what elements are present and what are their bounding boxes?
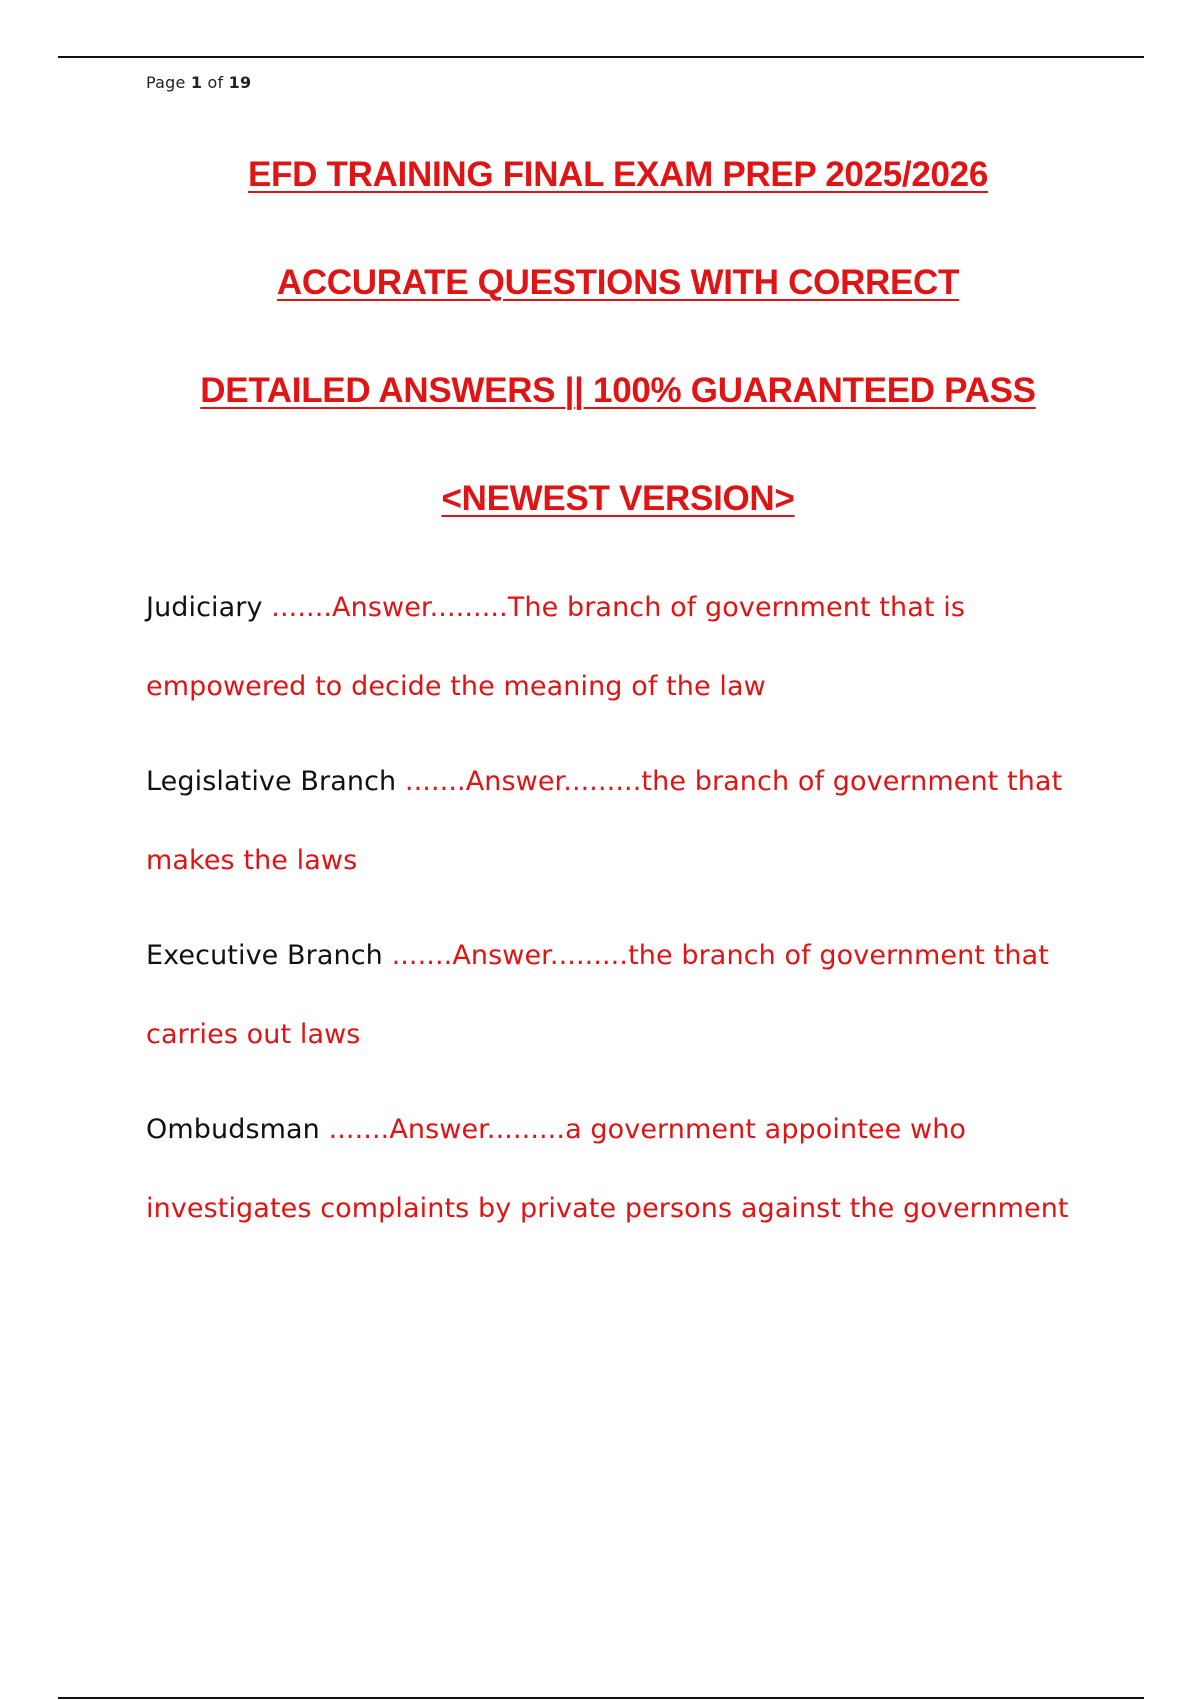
qa-list <box>146 568 1106 1264</box>
qa-answer: The branch of government that is empowered to decide the meaning of the law <box>146 592 965 702</box>
qa-separator: .......Answer......... <box>404 766 642 797</box>
qa-term: Ombudsman <box>146 1114 320 1145</box>
qa-answer: a government appointee who investigates complaints by private persons against the government <box>146 1114 1069 1224</box>
qa-separator: .......Answer......... <box>391 940 629 971</box>
title-line-3 <box>0 366 1200 474</box>
page-number-current: 1 <box>190 73 203 92</box>
qa-term: Executive Branch <box>146 940 383 971</box>
page-number-total: 19 <box>228 73 252 92</box>
page-number-of: of <box>207 73 224 92</box>
title-line-4-text: <NEWEST VERSION> <box>441 479 795 518</box>
page-number <box>146 73 251 92</box>
qa-answer: the branch of government that makes the laws <box>146 766 1063 876</box>
page-number-prefix: Page <box>146 73 186 92</box>
title-line-2-text: ACCURATE QUESTIONS WITH CORRECT <box>276 263 960 302</box>
qa-term: Legislative Branch <box>146 766 397 797</box>
qa-item <box>146 1090 1106 1248</box>
qa-separator: .......Answer......... <box>328 1114 566 1145</box>
title-line-3-text: DETAILED ANSWERS || 100% GUARANTEED PASS <box>200 371 1036 410</box>
qa-item <box>146 742 1106 900</box>
qa-separator: .......Answer......... <box>271 592 508 623</box>
title-line-1-text: EFD TRAINING FINAL EXAM PREP 2025/2026 <box>247 155 989 194</box>
title-line-1 <box>0 150 1200 258</box>
qa-item <box>146 568 1106 726</box>
qa-item <box>146 916 1106 1074</box>
header-rule <box>58 56 1144 58</box>
footer-rule <box>58 1697 1144 1699</box>
title-line-2 <box>0 258 1200 366</box>
qa-answer: the branch of government that carries out laws <box>146 940 1049 1050</box>
title-line-4 <box>0 474 1200 582</box>
qa-term: Judiciary <box>146 592 263 623</box>
document-title <box>0 150 1200 582</box>
